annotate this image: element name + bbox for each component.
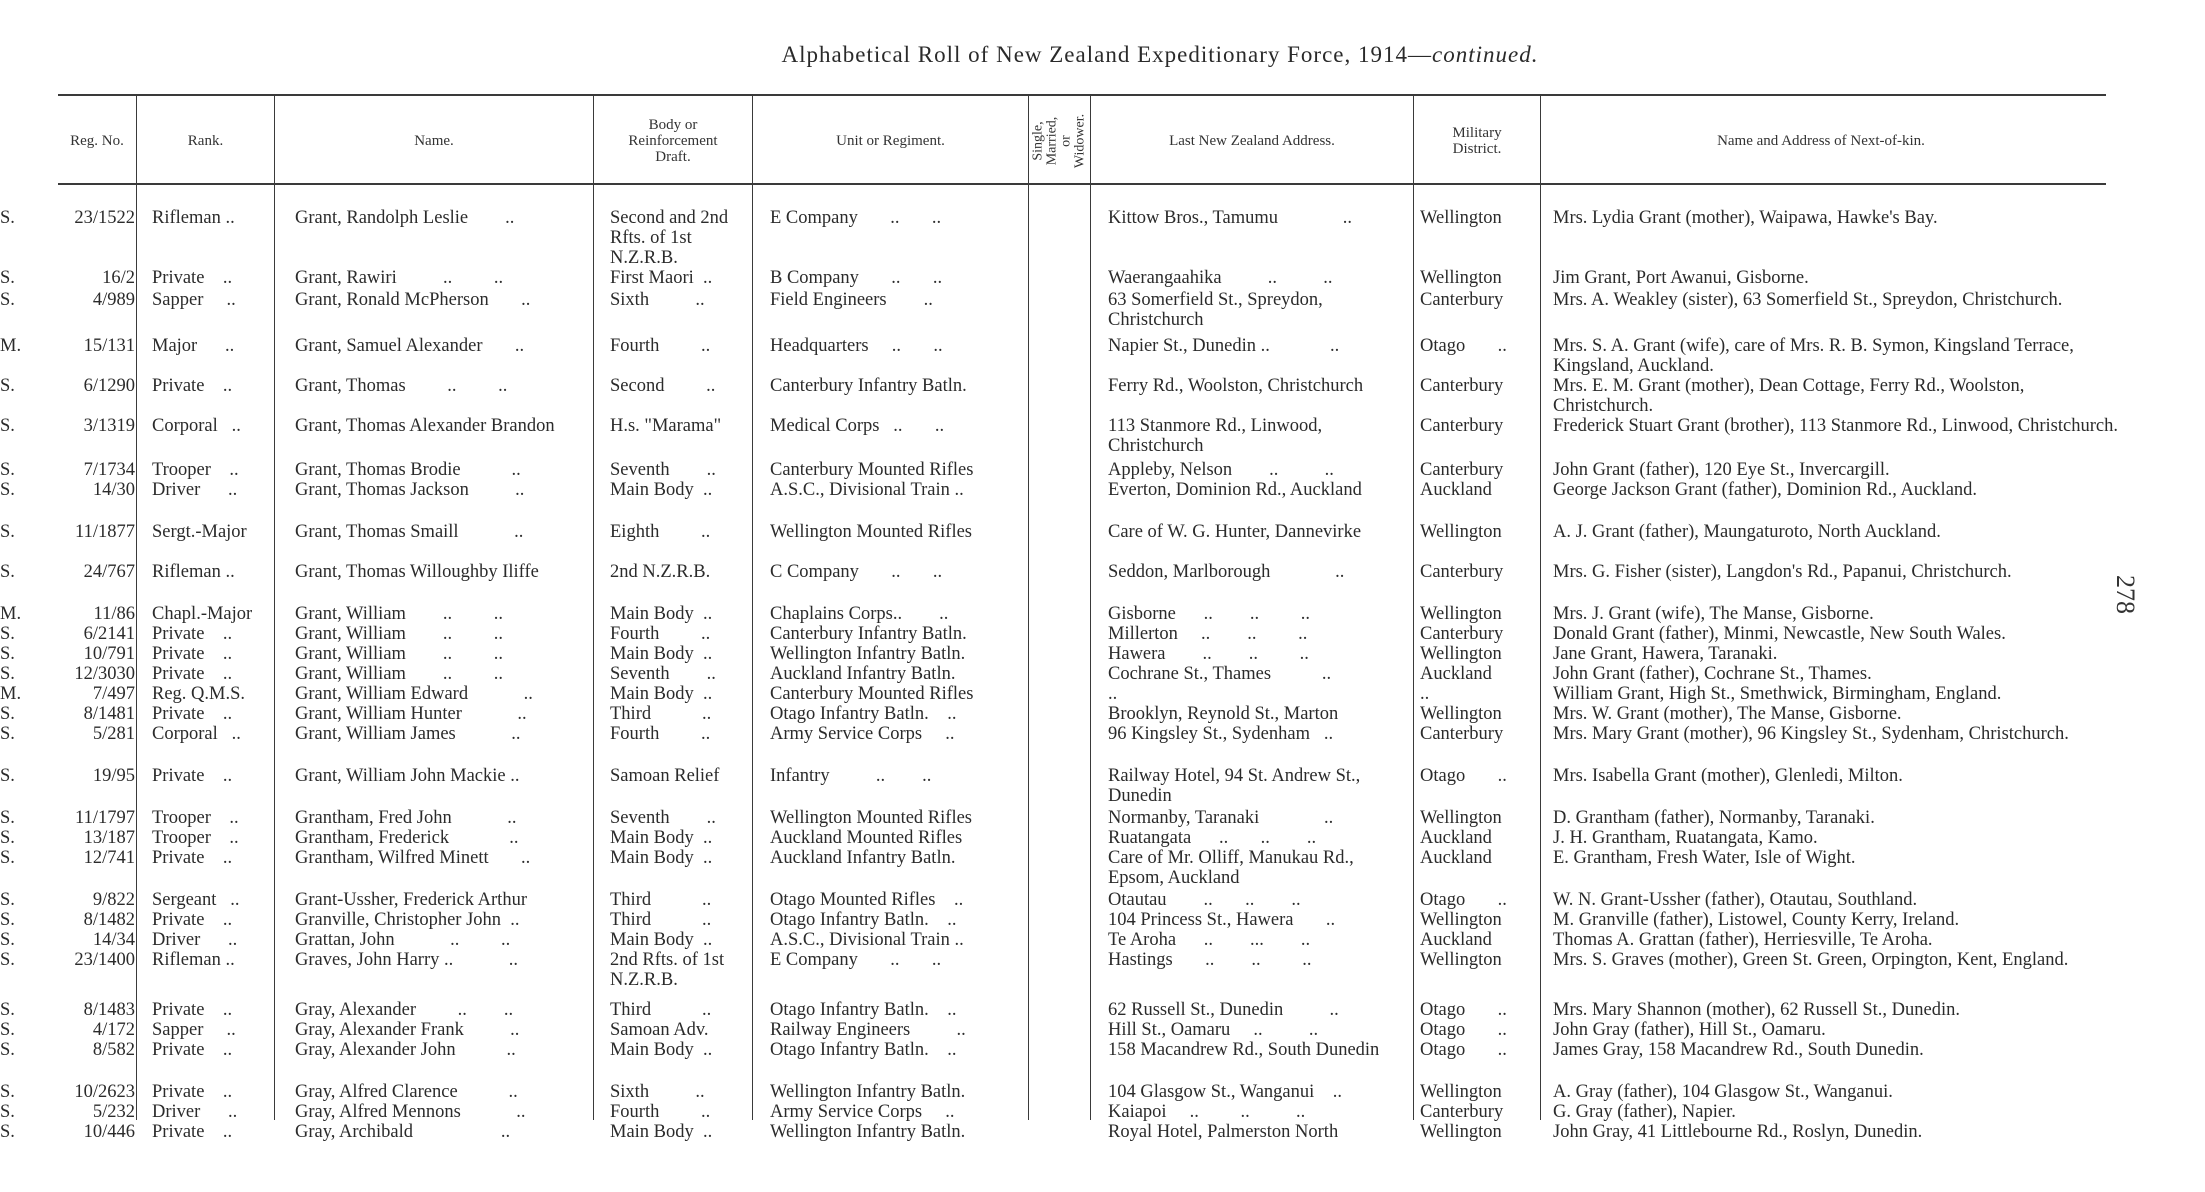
cell-kin: Mrs. Isabella Grant (mother), Glenledi, Milton. [1553, 766, 1903, 786]
cell-draft: Third .. [610, 704, 712, 724]
title-main: Alphabetical Roll of New Zealand Expeditionary Force, 1914— [781, 42, 1432, 67]
cell-address: Napier St., Dunedin .. .. [1108, 336, 1340, 356]
cell-status: S. [0, 930, 15, 950]
cell-reg: 8/1483 [83, 1000, 135, 1020]
cell-draft: Sixth .. [610, 290, 705, 310]
cell-rank: Private .. [152, 704, 233, 724]
cell-rank: Sergeant .. [152, 890, 240, 910]
cell-rank: Sergt.-Major [152, 522, 247, 542]
cell-name: Grant, William .. .. [295, 664, 504, 684]
cell-address: Cochrane St., Thames .. [1108, 664, 1332, 684]
cell-address: 96 Kingsley St., Sydenham .. [1108, 724, 1334, 744]
cell-rank: Corporal .. [152, 416, 241, 436]
cell-reg: 5/281 [92, 724, 135, 744]
header-rank: Rank. [187, 132, 224, 149]
title-continued: continued. [1432, 42, 1539, 67]
cell-kin: E. Grantham, Fresh Water, Isle of Wight. [1553, 848, 1856, 868]
cell-unit: Wellington Mounted Rifles [770, 522, 972, 542]
cell-district: Wellington [1420, 910, 1502, 930]
page-title [560, 42, 1760, 68]
cell-rank: Private .. [152, 624, 233, 644]
cell-reg: 12/3030 [74, 664, 135, 684]
cell-name: Grant, Thomas Willoughby Iliffe [295, 562, 539, 582]
cell-rank: Trooper .. [152, 828, 239, 848]
cell-rank: Sapper .. [152, 1020, 236, 1040]
cell-rank: Reg. Q.M.S. [152, 684, 246, 704]
cell-status: S. [0, 766, 15, 786]
cell-draft: Third .. [610, 1000, 712, 1020]
cell-kin: J. H. Grantham, Ruatangata, Kamo. [1553, 828, 1818, 848]
cell-name: Grant, William .. .. [295, 644, 504, 664]
cell-address: Waerangaahika .. .. [1108, 268, 1333, 288]
cell-rank: Private .. [152, 1040, 233, 1060]
cell-district: Canterbury [1420, 290, 1504, 310]
cell-district: Wellington [1420, 1082, 1502, 1102]
cell-kin: Mrs. G. Fisher (sister), Langdon's Rd., Papanui, Christchurch. [1553, 562, 2012, 582]
cell-draft: Seventh .. [610, 664, 716, 684]
cell-address: 104 Princess St., Hawera .. [1108, 910, 1336, 930]
cell-name: Grantham, Frederick .. [295, 828, 519, 848]
cell-unit: Canterbury Infantry Batln. [770, 376, 967, 396]
cell-reg: 4/989 [92, 290, 135, 310]
cell-unit: Railway Engineers .. [770, 1020, 966, 1040]
header-top-rule [58, 94, 2106, 96]
cell-status: S. [0, 1000, 15, 1020]
cell-address: Kaiapoi .. .. .. [1108, 1102, 1306, 1122]
cell-address: Hawera .. .. .. [1108, 644, 1309, 664]
cell-district: Canterbury [1420, 1102, 1504, 1122]
cell-reg: 8/1482 [83, 910, 135, 930]
cell-reg: 12/741 [83, 848, 135, 868]
cell-reg: 7/1734 [83, 460, 135, 480]
cell-district: Wellington [1420, 704, 1502, 724]
cell-name: Gray, Alfred Clarence .. [295, 1082, 518, 1102]
cell-draft: 2nd Rfts. of 1st N.Z.R.B. [610, 950, 729, 990]
cell-reg: 14/30 [92, 480, 135, 500]
cell-draft: Samoan Adv. [610, 1020, 709, 1040]
header-next-of-kin: Name and Address of Next-of-kin. [1717, 132, 1925, 149]
cell-reg: 24/767 [83, 562, 135, 582]
cell-status: S. [0, 460, 15, 480]
cell-district: Otago .. [1420, 890, 1507, 910]
cell-unit: Wellington Infantry Batln. [770, 1122, 966, 1142]
cell-kin: W. N. Grant-Ussher (father), Otautau, Southland. [1553, 890, 1918, 910]
cell-kin: John Gray, 41 Littlebourne Rd., Roslyn, Dunedin. [1553, 1122, 1923, 1142]
cell-status: M. [0, 604, 22, 624]
page-number: 278 [2111, 575, 2140, 614]
cell-reg: 11/86 [93, 604, 135, 624]
cell-unit: Canterbury Mounted Rifles [770, 460, 974, 480]
cell-name: Grant, Thomas Smaill .. [295, 522, 524, 542]
cell-name: Grant, Thomas Jackson .. [295, 480, 525, 500]
cell-status: M. [0, 684, 22, 704]
column-divider [1413, 95, 1414, 1120]
cell-reg: 11/1797 [75, 808, 135, 828]
cell-district: Canterbury [1420, 562, 1504, 582]
cell-address: Hill St., Oamaru .. .. [1108, 1020, 1319, 1040]
cell-draft: Main Body .. [610, 644, 713, 664]
cell-status: S. [0, 268, 15, 288]
cell-status: S. [0, 724, 15, 744]
cell-name: Gray, Archibald .. [295, 1122, 511, 1142]
cell-name: Grant, Thomas Alexander Brandon [295, 416, 555, 436]
cell-district: Canterbury [1420, 624, 1504, 644]
cell-status: S. [0, 1040, 15, 1060]
cell-district: Auckland [1420, 848, 1492, 868]
cell-district: Wellington [1420, 522, 1502, 542]
cell-kin: Jim Grant, Port Awanui, Gisborne. [1553, 268, 1809, 288]
cell-kin: Mrs. E. M. Grant (mother), Dean Cottage, Ferry Rd., Woolston, Christchurch. [1553, 376, 2030, 416]
cell-unit: E Company .. .. [770, 208, 942, 228]
cell-name: Grattan, John .. .. [295, 930, 511, 950]
cell-unit: Headquarters .. .. [770, 336, 943, 356]
cell-kin: Mrs. Mary Shannon (mother), 62 Russell St., Dunedin. [1553, 1000, 1960, 1020]
cell-status: S. [0, 848, 15, 868]
cell-address: 63 Somerfield St., Spreydon, Christchurch [1108, 290, 1328, 330]
cell-district: Wellington [1420, 1122, 1502, 1142]
cell-district: Canterbury [1420, 724, 1504, 744]
cell-draft: Third .. [610, 890, 712, 910]
cell-name: Grantham, Wilfred Minett .. [295, 848, 531, 868]
cell-status: S. [0, 480, 15, 500]
cell-status: S. [0, 522, 15, 542]
cell-draft: Seventh .. [610, 460, 716, 480]
cell-unit: A.S.C., Divisional Train .. [770, 480, 964, 500]
cell-unit: B Company .. .. [770, 268, 943, 288]
cell-reg: 9/822 [92, 890, 135, 910]
cell-kin: William Grant, High St., Smethwick, Birmingham, England. [1553, 684, 2002, 704]
cell-status: S. [0, 950, 15, 970]
cell-rank: Private .. [152, 1000, 233, 1020]
cell-draft: Eighth .. [610, 522, 711, 542]
cell-name: Graves, John Harry .. .. [295, 950, 518, 970]
cell-status: S. [0, 644, 15, 664]
column-divider [1028, 95, 1029, 1120]
cell-unit: Army Service Corps .. [770, 1102, 955, 1122]
cell-reg: 23/1522 [74, 208, 135, 228]
cell-address: Millerton .. .. .. [1108, 624, 1308, 644]
cell-rank: Private .. [152, 376, 233, 396]
cell-name: Grant, William .. .. [295, 624, 504, 644]
cell-status: S. [0, 1102, 15, 1122]
cell-unit: Otago Infantry Batln. .. [770, 1000, 957, 1020]
column-divider [136, 95, 137, 1120]
cell-address: .. [1108, 684, 1118, 704]
cell-district: Otago .. [1420, 766, 1507, 786]
cell-district: Wellington [1420, 208, 1502, 228]
cell-status: S. [0, 828, 15, 848]
cell-rank: Major .. [152, 336, 235, 356]
cell-name: Grant, William .. .. [295, 604, 504, 624]
cell-name: Grant, William John Mackie .. [295, 766, 520, 786]
cell-name: Grant, William Edward .. [295, 684, 533, 704]
cell-draft: Fourth .. [610, 336, 711, 356]
cell-reg: 10/791 [83, 644, 135, 664]
cell-draft: Fourth .. [610, 624, 711, 644]
cell-kin: Mrs. S. Graves (mother), Green St. Green, Orpington, Kent, England. [1553, 950, 2069, 970]
cell-rank: Corporal .. [152, 724, 241, 744]
cell-unit: E Company .. .. [770, 950, 942, 970]
column-divider [1540, 95, 1541, 1120]
cell-address: 158 Macandrew Rd., South Dunedin [1108, 1040, 1380, 1060]
header-district: Military District. [1452, 124, 1502, 157]
cell-rank: Trooper .. [152, 808, 239, 828]
cell-address: 113 Stanmore Rd., Linwood, Christchurch [1108, 416, 1327, 456]
cell-address: Normanby, Taranaki .. [1108, 808, 1334, 828]
cell-unit: Auckland Infantry Batln. [770, 664, 956, 684]
cell-rank: Sapper .. [152, 290, 236, 310]
cell-unit: Canterbury Mounted Rifles [770, 684, 974, 704]
cell-draft: 2nd N.Z.R.B. [610, 562, 711, 582]
header-unit: Unit or Regiment. [836, 132, 945, 149]
cell-draft: Samoan Relief [610, 766, 720, 786]
cell-unit: A.S.C., Divisional Train .. [770, 930, 964, 950]
cell-rank: Rifleman .. [152, 950, 235, 970]
cell-kin: Thomas A. Grattan (father), Herriesville, Te Aroha. [1553, 930, 1933, 950]
cell-name: Grant, Randolph Leslie .. [295, 208, 515, 228]
cell-draft: Main Body .. [610, 684, 713, 704]
column-divider [1090, 95, 1091, 1120]
cell-reg: 8/1481 [83, 704, 135, 724]
cell-district: Canterbury [1420, 460, 1504, 480]
cell-kin: Mrs. Mary Grant (mother), 96 Kingsley St., Sydenham, Christchurch. [1553, 724, 2069, 744]
cell-kin: Mrs. W. Grant (mother), The Manse, Gisborne. [1553, 704, 1902, 724]
cell-kin: Frederick Stuart Grant (brother), 113 Stanmore Rd., Linwood, Christchurch. [1553, 416, 2118, 436]
cell-status: S. [0, 1020, 15, 1040]
cell-address: Care of W. G. Hunter, Dannevirke [1108, 522, 1362, 542]
cell-address: 104 Glasgow St., Wanganui .. [1108, 1082, 1343, 1102]
header-bottom-rule [58, 183, 2106, 185]
cell-status: S. [0, 910, 15, 930]
cell-name: Grant, Rawiri .. .. [295, 268, 504, 288]
cell-reg: 14/34 [92, 930, 135, 950]
cell-unit: Auckland Infantry Batln. [770, 848, 956, 868]
cell-draft: Main Body .. [610, 1122, 713, 1142]
cell-unit: Otago Mounted Rifles .. [770, 890, 964, 910]
cell-address: Te Aroha .. ... .. [1108, 930, 1311, 950]
header-status: Single, Married, or Widower. [1030, 113, 1088, 168]
cell-kin: George Jackson Grant (father), Dominion Rd., Auckland. [1553, 480, 1978, 500]
cell-reg: 19/95 [92, 766, 135, 786]
cell-unit: Infantry .. .. [770, 766, 932, 786]
cell-rank: Private .. [152, 848, 233, 868]
cell-district: Canterbury [1420, 416, 1504, 436]
cell-address: Hastings .. .. .. [1108, 950, 1312, 970]
cell-address: Kittow Bros., Tamumu .. [1108, 208, 1353, 228]
cell-address: Appleby, Nelson .. .. [1108, 460, 1334, 480]
cell-rank: Trooper .. [152, 460, 239, 480]
header-name: Name. [414, 132, 454, 149]
cell-name: Grant, Ronald McPherson .. [295, 290, 531, 310]
cell-address: 62 Russell St., Dunedin .. [1108, 1000, 1339, 1020]
cell-draft: Main Body .. [610, 930, 713, 950]
cell-reg: 7/497 [92, 684, 135, 704]
cell-reg: 8/582 [92, 1040, 135, 1060]
cell-draft: Second .. [610, 376, 716, 396]
cell-status: S. [0, 562, 15, 582]
cell-draft: H.s. "Marama" [610, 416, 722, 436]
cell-reg: 15/131 [83, 336, 135, 356]
cell-rank: Private .. [152, 1122, 233, 1142]
cell-address: Seddon, Marlborough .. [1108, 562, 1345, 582]
cell-rank: Chapl.-Major [152, 604, 253, 624]
cell-reg: 10/446 [83, 1122, 135, 1142]
cell-unit: Wellington Infantry Batln. [770, 1082, 966, 1102]
cell-draft: Fourth .. [610, 724, 711, 744]
cell-address: Gisborne .. .. .. [1108, 604, 1310, 624]
cell-reg: 11/1877 [75, 522, 135, 542]
cell-kin: James Gray, 158 Macandrew Rd., South Dunedin. [1553, 1040, 1924, 1060]
cell-unit: C Company .. .. [770, 562, 943, 582]
cell-name: Gray, Alexander .. .. [295, 1000, 514, 1020]
cell-status: S. [0, 1122, 15, 1142]
cell-district: .. [1420, 684, 1430, 704]
cell-draft: Main Body .. [610, 828, 713, 848]
cell-kin: Donald Grant (father), Minmi, Newcastle, New South Wales. [1553, 624, 2006, 644]
cell-name: Gray, Alexander Frank .. [295, 1020, 520, 1040]
cell-status: S. [0, 290, 15, 310]
cell-name: Grant, Thomas Brodie .. [295, 460, 521, 480]
cell-name: Grant, Thomas .. .. [295, 376, 508, 396]
cell-kin: G. Gray (father), Napier. [1553, 1102, 1736, 1122]
cell-district: Wellington [1420, 644, 1502, 664]
cell-rank: Private .. [152, 910, 233, 930]
cell-unit: Canterbury Infantry Batln. [770, 624, 967, 644]
cell-unit: Otago Infantry Batln. .. [770, 910, 957, 930]
cell-district: Auckland [1420, 828, 1492, 848]
cell-rank: Driver .. [152, 1102, 238, 1122]
cell-reg: 4/172 [92, 1020, 135, 1040]
cell-draft: Main Body .. [610, 480, 713, 500]
cell-address: Care of Mr. Olliff, Manukau Rd., Epsom, Auckland [1108, 848, 1359, 888]
cell-reg: 6/2141 [83, 624, 135, 644]
cell-kin: A. J. Grant (father), Maungaturoto, North Auckland. [1553, 522, 1941, 542]
cell-district: Wellington [1420, 268, 1502, 288]
cell-draft: First Maori .. [610, 268, 713, 288]
cell-reg: 3/1319 [83, 416, 135, 436]
cell-status: S. [0, 416, 15, 436]
cell-status: S. [0, 664, 15, 684]
cell-district: Otago .. [1420, 1020, 1507, 1040]
cell-unit: Otago Infantry Batln. .. [770, 1040, 957, 1060]
cell-status: S. [0, 704, 15, 724]
cell-kin: Mrs. Lydia Grant (mother), Waipawa, Hawke's Bay. [1553, 208, 1938, 228]
cell-rank: Private .. [152, 766, 233, 786]
cell-name: Gray, Alfred Mennons .. [295, 1102, 526, 1122]
cell-status: M. [0, 336, 22, 356]
cell-draft: Third .. [610, 910, 712, 930]
cell-rank: Private .. [152, 268, 233, 288]
cell-kin: Mrs. S. A. Grant (wife), care of Mrs. R. B. Symon, Kingsland Terrace, Kingsland, Auckland. [1553, 336, 2079, 376]
cell-status: S. [0, 208, 15, 228]
cell-district: Wellington [1420, 808, 1502, 828]
header-address: Last New Zealand Address. [1169, 132, 1335, 149]
cell-status: S. [0, 1082, 15, 1102]
cell-unit: Wellington Mounted Rifles [770, 808, 972, 828]
cell-rank: Driver .. [152, 480, 238, 500]
cell-draft: Fourth .. [610, 1102, 711, 1122]
cell-address: Otautau .. .. .. [1108, 890, 1301, 910]
cell-reg: 10/2623 [74, 1082, 135, 1102]
cell-status: S. [0, 376, 15, 396]
cell-rank: Private .. [152, 1082, 233, 1102]
cell-address: Royal Hotel, Palmerston North [1108, 1122, 1339, 1142]
cell-unit: Auckland Mounted Rifles [770, 828, 963, 848]
cell-name: Grant-Ussher, Frederick Arthur [295, 890, 527, 910]
cell-unit: Chaplains Corps.. .. [770, 604, 949, 624]
cell-name: Granville, Christopher John .. [295, 910, 520, 930]
cell-status: S. [0, 890, 15, 910]
cell-district: Otago .. [1420, 1000, 1507, 1020]
cell-district: Auckland [1420, 664, 1492, 684]
cell-unit: Otago Infantry Batln. .. [770, 704, 957, 724]
cell-address: Ruatangata .. .. .. [1108, 828, 1317, 848]
cell-reg: 16/2 [102, 268, 135, 288]
cell-address: Railway Hotel, 94 St. Andrew St., Dunedin [1108, 766, 1365, 806]
cell-draft: Second and 2nd Rfts. of 1st N.Z.R.B. [610, 208, 733, 268]
cell-draft: Main Body .. [610, 1040, 713, 1060]
cell-rank: Rifleman .. [152, 562, 235, 582]
cell-unit: Medical Corps .. .. [770, 416, 945, 436]
cell-unit: Army Service Corps .. [770, 724, 955, 744]
cell-rank: Driver .. [152, 930, 238, 950]
cell-rank: Rifleman .. [152, 208, 235, 228]
cell-draft: Main Body .. [610, 848, 713, 868]
cell-kin: John Gray (father), Hill St., Oamaru. [1553, 1020, 1826, 1040]
cell-rank: Private .. [152, 664, 233, 684]
cell-address: Ferry Rd., Woolston, Christchurch [1108, 376, 1364, 396]
cell-reg: 13/187 [83, 828, 135, 848]
cell-unit: Field Engineers .. [770, 290, 933, 310]
cell-status: S. [0, 624, 15, 644]
cell-name: Grant, Samuel Alexander .. [295, 336, 525, 356]
cell-reg: 6/1290 [83, 376, 135, 396]
cell-draft: Seventh .. [610, 808, 716, 828]
cell-reg: 5/232 [92, 1102, 135, 1122]
cell-district: Otago .. [1420, 336, 1507, 356]
cell-kin: John Grant (father), Cochrane St., Thames. [1553, 664, 1872, 684]
cell-status: S. [0, 808, 15, 828]
header-reg-no: Reg. No. [70, 132, 124, 149]
cell-name: Grantham, Fred John .. [295, 808, 517, 828]
cell-unit: Wellington Infantry Batln. [770, 644, 966, 664]
cell-kin: John Grant (father), 120 Eye St., Invercargill. [1553, 460, 1890, 480]
cell-name: Gray, Alexander John .. [295, 1040, 516, 1060]
cell-district: Wellington [1420, 950, 1502, 970]
cell-address: Brooklyn, Reynold St., Marton [1108, 704, 1339, 724]
cell-district: Otago .. [1420, 1040, 1507, 1060]
cell-draft: Main Body .. [610, 604, 713, 624]
cell-kin: M. Granville (father), Listowel, County Kerry, Ireland. [1553, 910, 1960, 930]
cell-address: Everton, Dominion Rd., Auckland [1108, 480, 1362, 500]
cell-district: Wellington [1420, 604, 1502, 624]
cell-draft: Sixth .. [610, 1082, 705, 1102]
cell-kin: D. Grantham (father), Normanby, Taranaki. [1553, 808, 1875, 828]
cell-rank: Private .. [152, 644, 233, 664]
cell-district: Canterbury [1420, 376, 1504, 396]
cell-kin: Mrs. A. Weakley (sister), 63 Somerfield St., Spreydon, Christchurch. [1553, 290, 2063, 310]
header-draft: Body or Reinforcement Draft. [628, 116, 718, 165]
cell-reg: 23/1400 [74, 950, 135, 970]
cell-kin: Mrs. J. Grant (wife), The Manse, Gisborne. [1553, 604, 1874, 624]
cell-name: Grant, William Hunter .. [295, 704, 527, 724]
cell-name: Grant, William James .. [295, 724, 521, 744]
cell-kin: Jane Grant, Hawera, Taranaki. [1553, 644, 1778, 664]
cell-kin: A. Gray (father), 104 Glasgow St., Wanganui. [1553, 1082, 1893, 1102]
cell-district: Auckland [1420, 480, 1492, 500]
cell-district: Auckland [1420, 930, 1492, 950]
